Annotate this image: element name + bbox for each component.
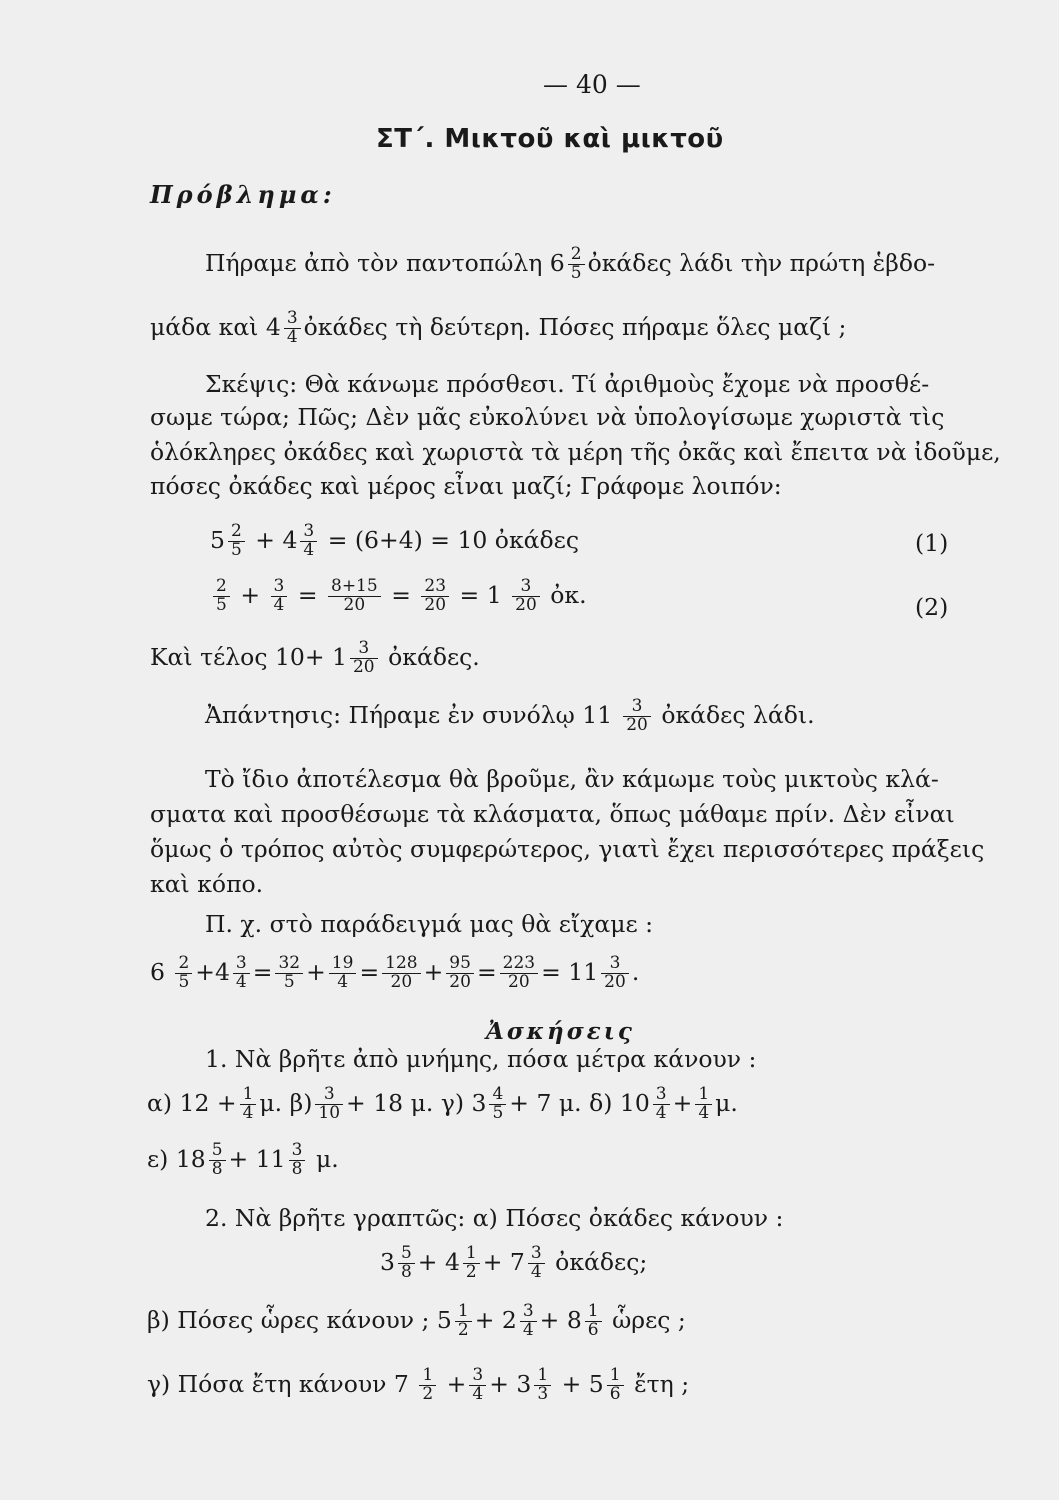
fraction: $\frac{95}{20}$ <box>446 955 474 992</box>
answer-line: Ἀπάντησις: Πήραμε ἐν συνόλῳ 11 $\frac{3}{20}$ ὀκάδες λάδι. <box>205 696 815 735</box>
fraction: $\frac{3}{10}$ <box>315 1086 343 1123</box>
example-equation: 6 $\frac{2}{5}$ +4 $\frac{3}{4}$ = $\frac{32}{5}$ + $\frac{19}{4}$ = $\frac{128}{20}$ + $\frac{95}{20}$ = $\frac{223}{20}$ = 11 $\frac{3}{20}$ . <box>150 953 640 992</box>
fraction: $\frac{3}{4}$ <box>520 1303 537 1340</box>
equation-2: $\frac{2}{5}$ + $\frac{3}{4}$ = $\frac{8+15}{20}$ = $\frac{23}{20}$ = 1 $\frac{3}{20}$ ὀκ. <box>210 578 587 615</box>
problem-line-1 <box>205 246 935 283</box>
fraction: $\frac{3}{20}$ <box>623 698 651 735</box>
text: μάδα καὶ 4 <box>150 312 281 341</box>
fraction: $\frac{1}{3}$ <box>534 1367 551 1404</box>
fraction: $\frac{8+15}{20}$ <box>328 578 381 615</box>
fraction: $\frac{4}{5}$ <box>489 1086 506 1123</box>
exercise-2-item-c: γ) Πόσα ἔτη κάνουν 7 $\frac{1}{2}$ + $\frac{3}{4}$ + 3 $\frac{1}{3}$ + 5 $\frac{1}{6}$ ἔτη ; <box>147 1365 690 1404</box>
equation-2-tag: (2) <box>915 593 949 621</box>
fraction: $\frac{3}{4}$ <box>271 578 288 615</box>
exercises-title: Ἀσκήσεις <box>486 1018 635 1045</box>
remark-line-2: σματα καὶ προσθέσωμε τὰ κλάσματα, ὅπως μάθαμε πρίν. Δὲν εἶναι <box>150 800 955 828</box>
fraction: $\frac{3}{4}$ <box>469 1367 486 1404</box>
fraction: $\frac{2}{5}$ <box>568 246 585 283</box>
remark-line-4: καὶ κόπο. <box>150 870 264 898</box>
fraction: $\frac{3}{8}$ <box>289 1142 306 1179</box>
fraction: $\frac{1}{2}$ <box>455 1303 472 1340</box>
fraction: $\frac{128}{20}$ <box>382 955 420 992</box>
thinking-line-4: πόσες ὀκάδες καὶ μέρος εἶναι μαζί; Γράφομε λοιπόν: <box>150 472 782 500</box>
fraction: $\frac{3}{20}$ <box>512 578 540 615</box>
fraction: $\frac{2}{5}$ <box>228 523 245 560</box>
fraction: $\frac{3}{20}$ <box>350 640 378 677</box>
text: ὀκάδες λάδι τὴν πρώτη ἑβδο- <box>587 248 936 277</box>
finally-line: Καὶ τέλος 10+ 1 $\frac{3}{20}$ ὀκάδες. <box>150 638 480 677</box>
fraction: $\frac{1}{6}$ <box>607 1367 624 1404</box>
fraction: $\frac{5}{8}$ <box>398 1245 415 1282</box>
fraction: $\frac{23}{20}$ <box>421 578 449 615</box>
fraction: $\frac{223}{20}$ <box>500 955 538 992</box>
fraction: $\frac{3}{20}$ <box>601 955 629 992</box>
text: ὀκάδες τὴ δεύτερη. Πόσες πήραμε ὅλες μαζί ; <box>303 312 847 341</box>
remark-line-1: Τὸ ἴδιο ἀποτέλεσμα θὰ βροῦμε, ἂν κάμωμε τοὺς μικτοὺς κλά- <box>205 765 939 793</box>
remark-line-3: ὅμως ὁ τρόπος αὐτὸς συμφερώτερος, γιατὶ ἔχει περισσότερες πράξεις <box>150 835 985 863</box>
equation-1: 5 $\frac{2}{5}$ + 4 $\frac{3}{4}$ = (6+4) = 10 ὀκάδες <box>210 521 580 560</box>
fraction: $\frac{3}{4}$ <box>653 1086 670 1123</box>
page-number: — 40 — <box>543 70 641 99</box>
exercise-1-items: α) 12 + $\frac{1}{4}$ μ. β) $\frac{3}{10}$ + 18 μ. γ) 3 $\frac{4}{5}$ + 7 μ. δ) 10 $\frac{3}{4}$ + $\frac{1}{4}$ μ. <box>147 1084 738 1123</box>
fraction: $\frac{1}{2}$ <box>463 1245 480 1282</box>
fraction: $\frac{19}{4}$ <box>329 955 357 992</box>
thinking-line-2: σωμε τώρα; Πῶς; Δὲν μᾶς εὐκολύνει νὰ ὑπολογίσωμε χωριστὰ τὶς <box>150 403 945 431</box>
fraction: $\frac{3}{4}$ <box>528 1245 545 1282</box>
exercise-2-prompt: 2. Νὰ βρῆτε γραπτῶς: α) Πόσες ὀκάδες κάνουν : <box>205 1204 784 1232</box>
exercise-2-item-b: β) Πόσες ὧρες κάνουν ; 5 $\frac{1}{2}$ + 2 $\frac{3}{4}$ + 8 $\frac{1}{6}$ ὧρες ; <box>147 1301 686 1340</box>
fraction: $\frac{32}{5}$ <box>275 955 303 992</box>
fraction: $\frac{3}{4}$ <box>284 310 301 347</box>
fraction: $\frac{3}{4}$ <box>300 523 317 560</box>
section-title: ΣΤ΄. Μικτοῦ καὶ μικτοῦ <box>376 124 724 154</box>
thinking-line-3: ὁλόκληρες ὀκάδες καὶ χωριστὰ τὰ μέρη τῆς ὀκᾶς καὶ ἔπειτα νὰ ἰδοῦμε, <box>150 438 1001 466</box>
fraction: $\frac{2}{5}$ <box>213 578 230 615</box>
exercise-2-item-a: 3 $\frac{5}{8}$ + 4 $\frac{1}{2}$ + 7 $\frac{3}{4}$ ὀκάδες; <box>380 1243 648 1282</box>
fraction: $\frac{1}{4}$ <box>695 1086 712 1123</box>
fraction: $\frac{3}{4}$ <box>233 955 250 992</box>
fraction: $\frac{2}{5}$ <box>175 955 192 992</box>
thinking-line-1: Σκέψις: Θὰ κάνωμε πρόσθεσι. Τί ἀριθμοὺς ἔχομε νὰ προσθέ- <box>205 370 930 398</box>
example-intro: Π. χ. στὸ παράδειγμά μας θὰ εἴχαμε : <box>205 910 654 938</box>
fraction: $\frac{1}{2}$ <box>419 1367 436 1404</box>
problem-label: Πρόβλημα: <box>150 180 336 209</box>
exercise-1-item-e: ε) 18 $\frac{5}{8}$ + 11 $\frac{3}{8}$ μ. <box>147 1140 339 1179</box>
problem-line-2 <box>150 310 846 347</box>
fraction: $\frac{1}{6}$ <box>585 1303 602 1340</box>
equation-1-tag: (1) <box>915 529 949 557</box>
text: Πήραμε ἀπὸ τὸν παντοπώλη 6 <box>205 248 565 277</box>
fraction: $\frac{5}{8}$ <box>209 1142 226 1179</box>
fraction: $\frac{1}{4}$ <box>240 1086 257 1123</box>
exercise-1-prompt: 1. Νὰ βρῆτε ἀπὸ μνήμης, πόσα μέτρα κάνουν : <box>205 1045 757 1073</box>
